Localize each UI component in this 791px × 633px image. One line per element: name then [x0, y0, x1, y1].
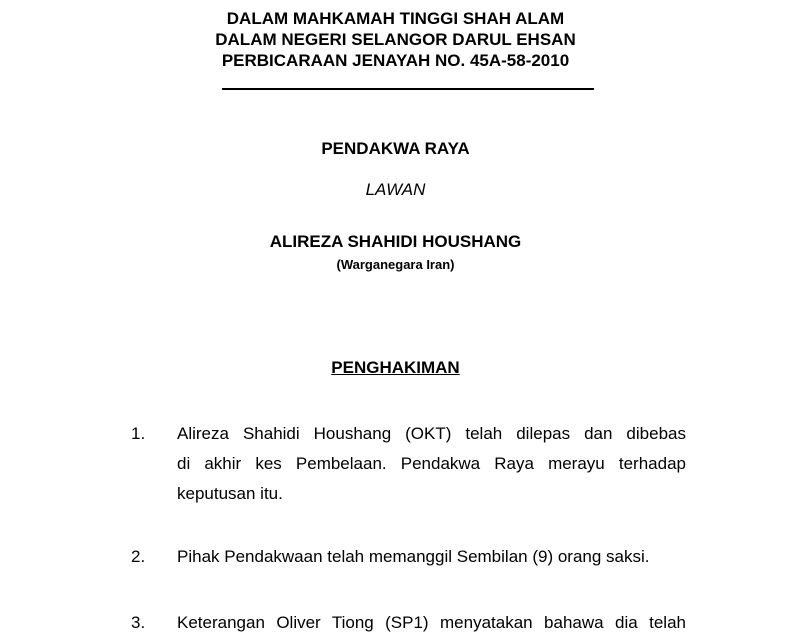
paragraph-2-number: 2.	[131, 547, 146, 566]
paragraph-1-line-1: Alireza Shahidi Houshang (OKT) telah dilepas dan dibebas	[177, 424, 686, 443]
paragraph-1-line-2: di akhir kes Pembelaan. Pendakwa Raya merayu terhadap	[177, 454, 686, 473]
paragraph-3-number: 3.	[131, 613, 146, 632]
paragraph-1-line-3: keputusan itu.	[177, 484, 283, 503]
case-number-heading: PERBICARAAN JENAYAH NO. 45A-58-2010	[221, 51, 570, 70]
paragraph-1-number: 1.	[131, 424, 146, 443]
versus-label: LAWAN	[365, 180, 426, 199]
state-heading: DALAM NEGERI SELANGOR DARUL EHSAN	[215, 30, 576, 49]
header-underline-divider	[222, 88, 594, 90]
accused-party: ALIREZA SHAHIDI HOUSHANG	[269, 232, 522, 251]
judgment-section-title: PENGHAKIMAN	[331, 358, 460, 377]
paragraph-3-line-1: Keterangan Oliver Tiong (SP1) menyatakan bahawa dia telah	[177, 613, 686, 632]
court-name-heading: DALAM MAHKAMAH TINGGI SHAH ALAM	[226, 9, 565, 28]
accused-nationality-note: (Warganegara Iran)	[336, 257, 455, 272]
prosecutor-party: PENDAKWA RAYA	[321, 139, 470, 158]
paragraph-2-line-1: Pihak Pendakwaan telah memanggil Sembilan (9) orang saksi.	[177, 547, 650, 566]
